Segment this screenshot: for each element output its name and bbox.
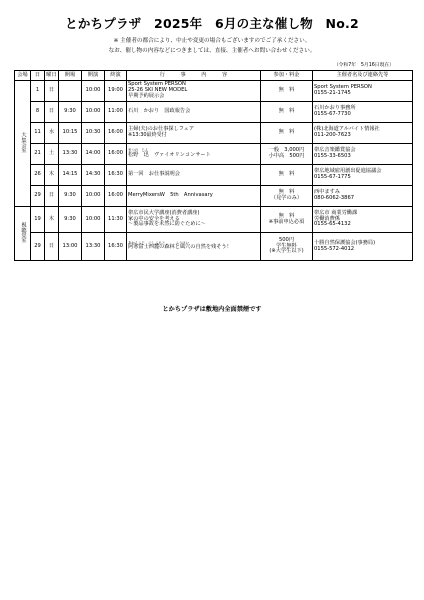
event-line: ～製品事故を未然に防ぐために～ [128,221,206,228]
cell-event [127,186,261,207]
fee-line: 無 料 [278,212,295,219]
cell-contact [313,165,413,186]
cell-contact [313,102,413,123]
table-row [15,81,413,102]
cell-day: 26 [31,165,45,186]
cell-contact [313,81,413,102]
cell-weekday: 日 [45,102,59,123]
cell-start: 14:00 [82,144,105,165]
cell-day: 19 [31,207,45,233]
cell-end: 11:30 [105,207,127,233]
table-row [15,186,413,207]
table-row [15,123,413,144]
cell-day: 29 [31,186,45,207]
cell-end: 16:00 [105,144,127,165]
header-weekday: 曜日 [45,71,59,81]
cell-open: 9:30 [59,207,82,233]
cell-weekday: 土 [45,144,59,165]
event-line: Sport System PERSON [128,81,186,88]
fee-line: 500円 [278,236,295,243]
venue-label: 大集会室 [20,131,27,153]
event-line: 早期予約展示会 [128,92,165,99]
venue-av-room [15,207,31,261]
event-line: ※13:30最終受付 [128,132,167,139]
cell-end: 16:30 [105,233,127,261]
cell-day: 8 [31,102,45,123]
cell-fee [261,233,313,261]
header-contact: 主催者名及び連絡先等 [313,71,413,81]
cell-start: 10:00 [82,102,105,123]
contact-line: 石川かおり事務所 [314,105,356,112]
cell-event [127,207,261,233]
cell-open: 14:15 [59,165,82,186]
fee-line: 一般 3,000円 [268,147,305,154]
cell-contact [313,144,413,165]
cell-day: 11 [31,123,45,144]
cell-event [127,102,261,123]
event-line: 松野 迅 ヴァイオリンコンサート [128,151,211,158]
contact-line: 西中ますみ [314,189,340,196]
notice-line-2: なお、催し物の内容などにつきましては、直接、主催者へお問い合わせください。 [108,48,316,54]
cell-start: 14:30 [82,165,105,186]
event-line: 帯広市民大学講座(消費者講座) [128,209,200,216]
event-line: 阿寒富士西麓の森林と風穴の自然を残そう！ [128,244,232,251]
cell-end: 16:00 [105,123,127,144]
fee-line: ※事前申込必須 [268,218,305,225]
cell-start: 10:00 [82,81,105,102]
event-line: 家の中の安全を考える [128,215,180,222]
cell-start: 10:00 [82,186,105,207]
fee-line: 小中高 500円 [268,153,305,159]
cell-open: 13:30 [59,144,82,165]
cell-weekday: 木 [45,207,59,233]
as-of-date: （令和7年 5月16日現在） [333,63,394,68]
cell-open: 9:30 [59,186,82,207]
cell-fee [261,207,313,233]
contact-line: 労働消費係 [314,215,340,222]
header-venue: 会場 [15,71,31,81]
cell-fee [261,186,313,207]
cell-weekday: 木 [45,165,59,186]
header-start: 開演 [82,71,105,81]
cell-start: 10:30 [82,123,105,144]
cell-day: 21 [31,144,45,165]
table-row [15,144,413,165]
cell-contact [313,123,413,144]
cell-contact [313,207,413,233]
cell-end: 11:00 [105,102,127,123]
cell-event [127,123,261,144]
event-line: 25-26 SKI NEW MODEL [128,87,188,94]
cell-weekday: 日 [45,186,59,207]
contact-line: 0155-67-1775 [314,174,351,180]
fee-line: 学生無料 [276,242,297,249]
header-day: 日 [31,71,45,81]
header-open: 開場 [59,71,82,81]
table-row [15,165,413,186]
contact-line: 0155-33-6503 [314,153,351,159]
cell-fee [261,165,313,186]
event-schedule-table [14,70,413,261]
cell-end: 19:00 [105,81,127,102]
cell-day: 1 [31,81,45,102]
cell-fee [261,144,313,165]
cell-weekday: 水 [45,123,59,144]
fee-line: 無 料 [278,189,295,196]
venue-hall [15,81,31,207]
contact-line: Sport System PERSON [314,84,372,91]
cell-fee [261,81,313,102]
fee-line: 無 料 [278,171,295,178]
fee-line: 無 料 [278,87,295,94]
cell-day: 29 [31,233,45,261]
contact-line: 十勝自然保護協会(事務局) [314,239,376,246]
cell-event [127,81,261,102]
table-row [15,102,413,123]
cell-end: 16:00 [105,186,127,207]
header-end: 終演 [105,71,127,81]
contact-line: 011-200-7623 [314,132,351,138]
event-line: 石川 かおり 国政報告会 [128,108,191,115]
event-line: MerryMixersW 5th Annivasary [128,192,213,199]
table-row [15,233,413,261]
no-smoking-notice: とかちプラザは敷地内全面禁煙です [162,306,262,313]
contact-line: 0155-65-4132 [314,221,351,228]
cell-end: 16:30 [105,165,127,186]
contact-line: 帯広地域雇用創出促進協議会 [314,168,382,175]
table-row [15,207,413,233]
cell-contact [313,186,413,207]
contact-line: (株)北海道アルバイト情報社 [314,126,380,133]
header-event: 行 事 内 容 [127,71,261,81]
fee-line: (※大学生以下) [269,248,304,255]
cell-event [127,144,261,165]
page-title: とかちプラザ 2025年 6月の主な催し物 No.2 [65,16,359,31]
contact-line: 0155-572-4012 [314,245,355,252]
cell-fee [261,123,313,144]
fee-line: 無 料 [278,108,295,115]
cell-start: 13:30 [82,233,105,261]
venue-label: 視聴覚室 [20,221,27,243]
cell-open: 9:30 [59,102,82,123]
contact-line: 帯広音楽鑑賞協会 [314,147,356,154]
table-header-row [15,71,413,81]
event-line: 第一回 お仕事説明会 [128,171,180,178]
event-ruby: まつの じん [128,148,149,153]
header-fee: 参加・料金 [261,71,313,81]
fee-line: （見学のみ） [270,195,303,201]
contact-line: 0155-67-7730 [314,111,351,117]
cell-open [59,81,82,102]
contact-line: 0155-21-1745 [314,90,351,96]
cell-event [127,165,261,186]
notice-line-1: ※ 主催者の都合により、中止や変更の場合もございますのでご了承ください。 [113,38,311,44]
cell-event [127,233,261,261]
cell-weekday: 日 [45,233,59,261]
cell-start: 10:00 [82,207,105,233]
cell-fee [261,102,313,123]
contact-line: 帯広市 商業労働課 [314,209,358,216]
cell-weekday: 日 [45,81,59,102]
cell-contact [313,233,413,261]
event-line: 主婦(夫)のお仕事探しフェア [128,126,195,133]
fee-line: 無 料 [278,129,295,136]
cell-open: 10:15 [59,123,82,144]
cell-open: 13:00 [59,233,82,261]
event-ruby: あかんふじ にしふもと ふうけい [128,240,190,245]
contact-line: 080-6062-3867 [314,195,355,201]
